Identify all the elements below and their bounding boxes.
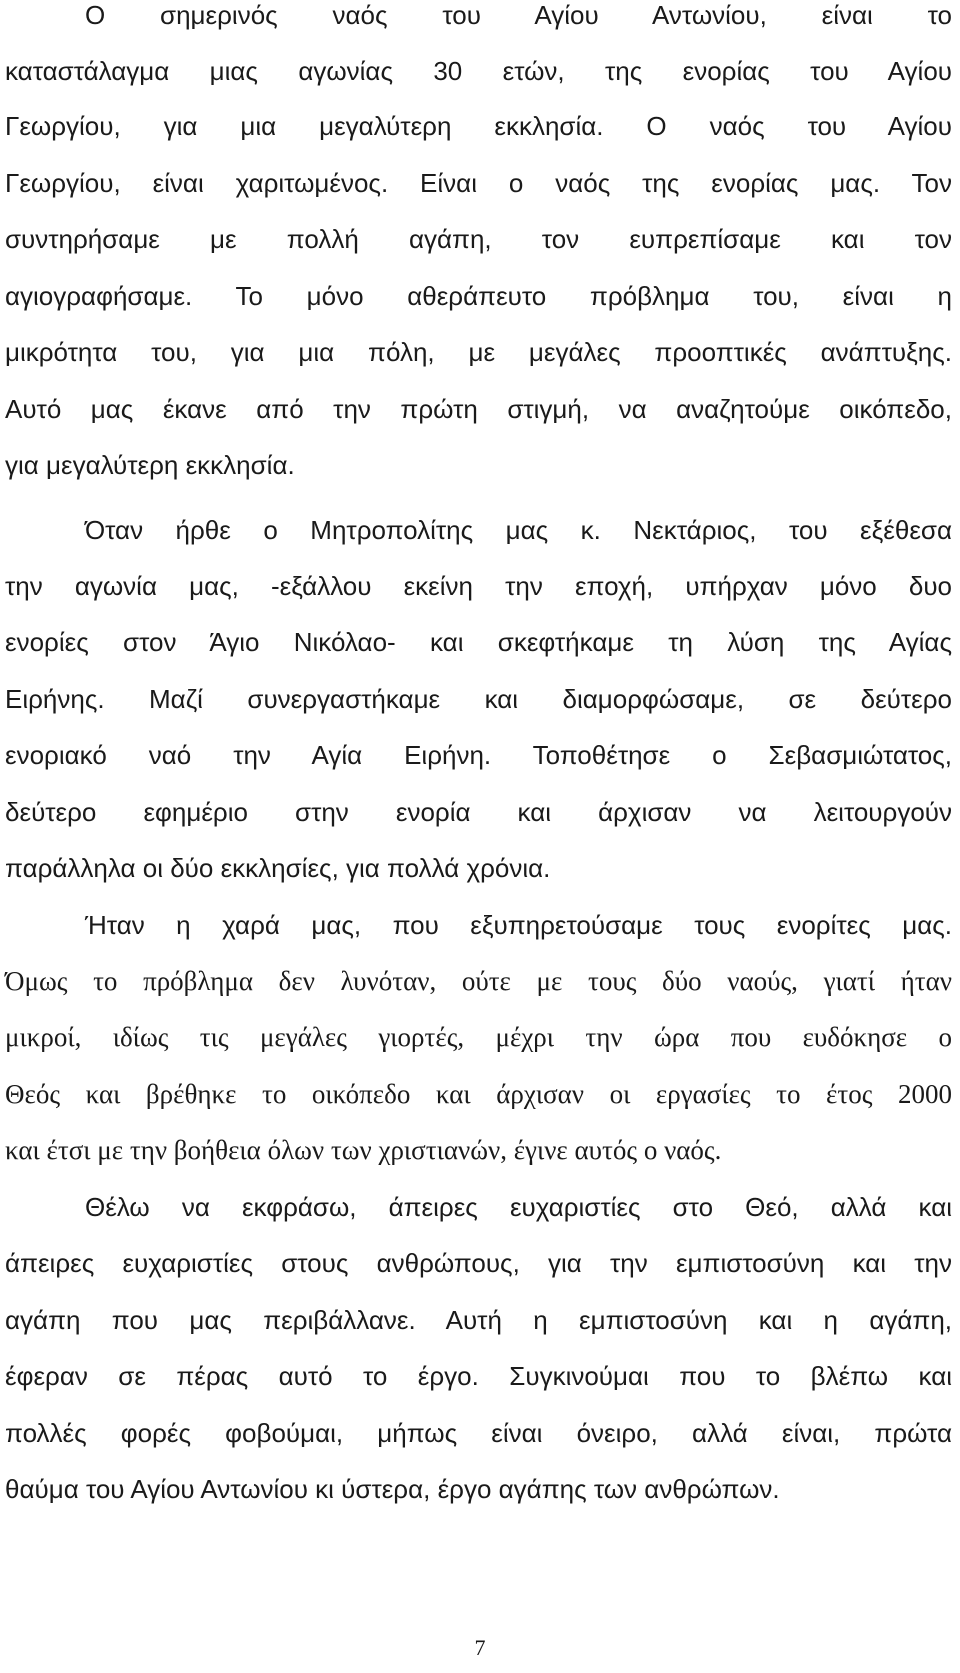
- text-line: συντηρήσαμε με πολλή αγάπη, τον ευπρεπίσαμε και τον: [5, 224, 952, 254]
- text-line: Θεός και βρέθηκε το οικόπεδο και άρχισαν οι εργασίες το έτος 2000: [5, 1079, 952, 1109]
- text-line: πολλές φορές φοβούμαι, μήπως είναι όνειρο, αλλά είναι, πρώτα: [5, 1418, 952, 1448]
- text-line: Ήταν η χαρά μας, που εξυπηρετούσαμε τους ενορίτες μας.: [85, 910, 952, 940]
- text-line: Αυτό μας έκανε από την πρώτη στιγμή, να αναζητούμε οικόπεδο,: [5, 394, 952, 424]
- text-line: για μεγαλύτερη εκκλησία.: [5, 450, 295, 480]
- text-line: αγάπη που μας περιβάλλανε. Αυτή η εμπιστοσύνη και η αγάπη,: [5, 1305, 952, 1335]
- text-line: Γεωργίου, για μια μεγαλύτερη εκκλησία. Ο ναός του Αγίου: [5, 111, 952, 141]
- text-line: την αγωνία μας, -εξάλλου εκείνη την εποχή, υπήρχαν μόνο δυο: [5, 571, 952, 601]
- text-line: αγιογραφήσαμε. Το μόνο αθεράπευτο πρόβλημα του, είναι η: [5, 281, 952, 311]
- text-line: Ο σημερινός ναός του Αγίου Αντωνίου, είναι το: [85, 0, 952, 30]
- page-number: 7: [474, 1635, 486, 1660]
- text-line: έφεραν σε πέρας αυτό το έργο. Συγκινούμαι που το βλέπω και: [5, 1361, 952, 1391]
- text-line: Όταν ήρθε ο Μητροπολίτης μας κ. Νεκτάριος, του εξέθεσα: [85, 515, 952, 545]
- text-line: δεύτερο εφημέριο στην ενορία και άρχισαν να λειτουργούν: [5, 797, 952, 827]
- text-line: άπειρες ευχαριστίες στους ανθρώπους, για την εμπιστοσύνη και την: [5, 1248, 952, 1278]
- text-line: θαύμα του Αγίου Αντωνίου κι ύστερα, έργο αγάπης των ανθρώπων.: [5, 1474, 780, 1504]
- text-line: Γεωργίου, είναι χαριτωμένος. Είναι ο ναός της ενορίας μας. Τον: [5, 168, 952, 198]
- text-line: μικροί, ιδίως τις μεγάλες γιορτές, μέχρι την ώρα που ευδόκησε ο: [5, 1022, 952, 1052]
- text-line: ενοριακό ναό την Αγία Ειρήνη. Τοποθέτησε ο Σεβασμιώτατος,: [5, 740, 952, 770]
- text-line: Θέλω να εκφράσω, άπειρες ευχαριστίες στο Θεό, αλλά και: [85, 1192, 952, 1222]
- text-line: Ειρήνης. Μαζί συνεργαστήκαμε και διαμορφώσαμε, σε δεύτερο: [5, 684, 952, 714]
- text-line: καταστάλαγμα μιας αγωνίας 30 ετών, της ενορίας του Αγίου: [5, 56, 952, 86]
- text-line: μικρότητα του, για μια πόλη, με μεγάλες προοπτικές ανάπτυξης.: [5, 337, 952, 367]
- text-line: και έτσι με την βοήθεια όλων των χριστιανών, έγινε αυτός ο ναός.: [5, 1135, 722, 1165]
- text-line: Όμως το πρόβλημα δεν λυνόταν, ούτε με τους δύο ναούς, γιατί ήταν: [5, 966, 952, 996]
- text-line: παράλληλα οι δύο εκκλησίες, για πολλά χρόνια.: [5, 853, 551, 883]
- text-line: ενορίες στον Άγιο Νικόλαο- και σκεφτήκαμε τη λύση της Αγίας: [5, 627, 952, 657]
